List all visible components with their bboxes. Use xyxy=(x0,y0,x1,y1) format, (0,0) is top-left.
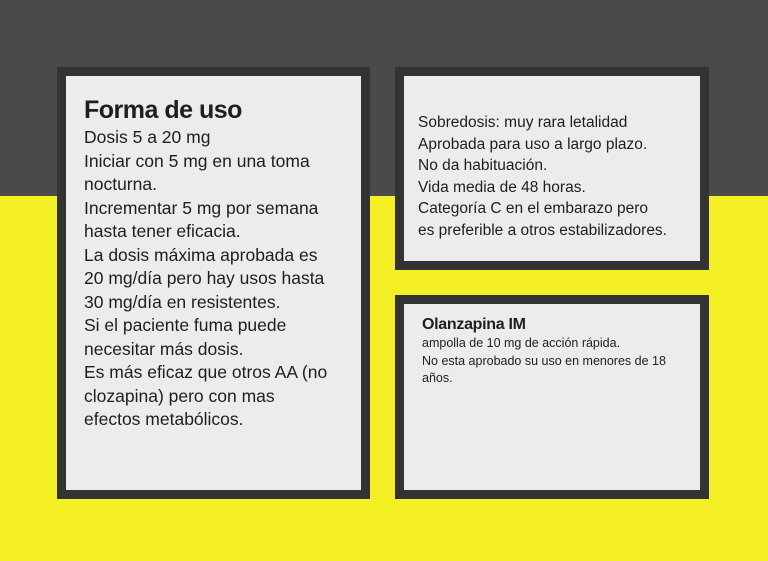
text-line: años. xyxy=(422,371,453,385)
text-line: Categoría C en el embarazo pero xyxy=(418,200,649,217)
dosage-card xyxy=(57,67,370,499)
safety-card xyxy=(395,67,709,270)
text-line: clozapina) pero con mas xyxy=(84,385,275,406)
text-line: Si el paciente fuma puede xyxy=(84,315,287,335)
text-line: Es más eficaz que otros AA (no xyxy=(84,362,328,382)
text-line: No esta aprobado su uso en menores de 18 xyxy=(422,353,666,368)
text-line: nocturna. xyxy=(84,174,157,194)
text-line: necesitar más dosis. xyxy=(84,338,244,359)
text-line: La dosis máxima aprobada es xyxy=(84,244,318,265)
im-formulation-title: Olanzapina IM xyxy=(422,316,526,333)
safety-text xyxy=(418,112,692,241)
dosage-title: Forma de uso xyxy=(84,96,242,124)
text-line: ampolla de 10 mg de acción rápida. xyxy=(422,336,621,350)
text-line: hasta tener eficacia. xyxy=(84,221,241,241)
text-line: Sobredosis: muy rara letalidad xyxy=(418,114,628,131)
text-line: No da habituación. xyxy=(418,157,548,174)
text-line: Vida media de 48 horas. xyxy=(418,178,586,196)
text-line: Aprobada para uso a largo plazo. xyxy=(418,135,648,153)
text-line: Iniciar con 5 mg en una toma xyxy=(84,150,310,171)
text-line: es preferible a otros estabilizadores. xyxy=(418,221,667,239)
text-line: 20 mg/día pero hay usos hasta xyxy=(84,268,325,288)
text-line: efectos metabólicos. xyxy=(84,409,244,429)
im-formulation-text xyxy=(422,335,692,388)
dosage-text xyxy=(84,126,347,432)
im-formulation-card xyxy=(395,295,709,499)
text-line: Dosis 5 a 20 mg xyxy=(84,127,211,147)
text-line: Incrementar 5 mg por semana xyxy=(84,197,319,218)
text-line: 30 mg/día en resistentes. xyxy=(84,291,281,312)
